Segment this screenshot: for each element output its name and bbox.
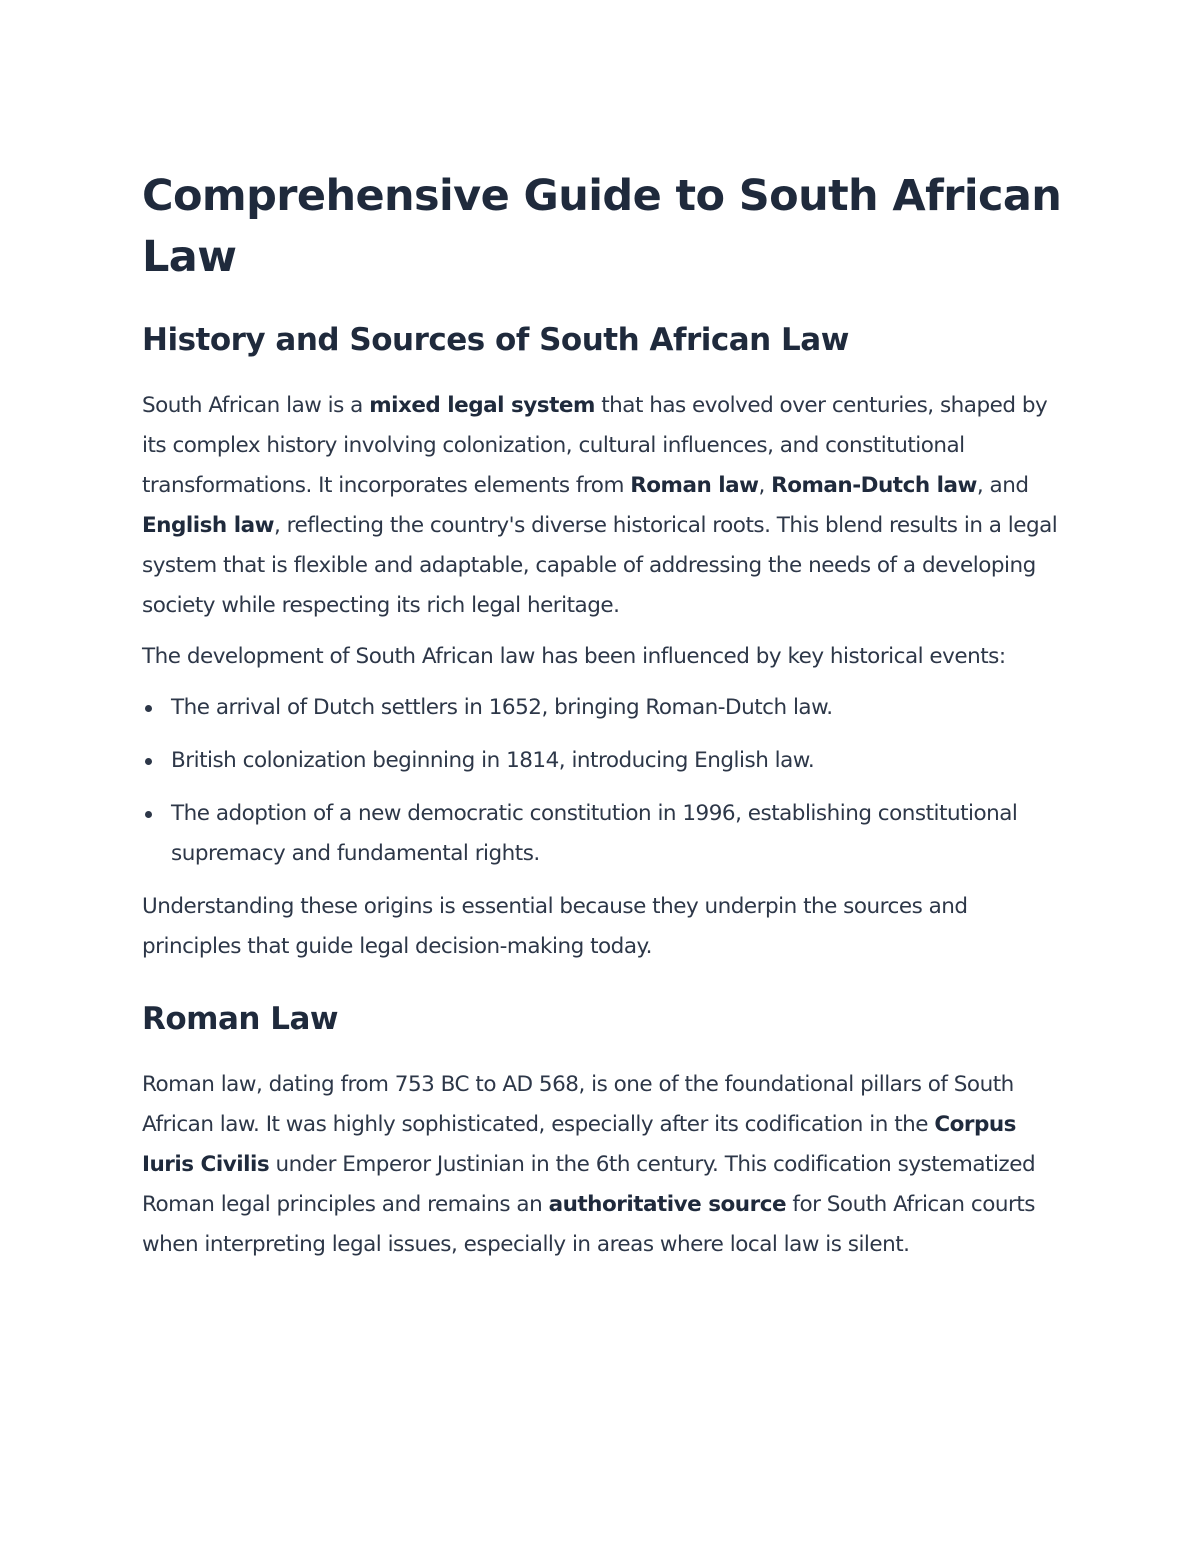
text-run: for South African courts when interpreting legal issues, especially in areas where local law is silent. xyxy=(142,1192,1035,1257)
text-run: that has evolved over centuries, shaped by its complex history involving colonization, cultural influences, and constitutional transformations. It incorporates elements from xyxy=(142,393,1048,498)
document-page xyxy=(142,166,1072,1276)
list-item xyxy=(142,794,1072,874)
text-run: South African law is a xyxy=(142,393,370,418)
text-run: , reflecting the country's diverse historical roots. This blend results in a legal system that is flexible and adaptable, capable of addressing the needs of a developing society while respecting its rich legal heritage. xyxy=(142,513,1058,618)
historical-events-list xyxy=(142,688,1072,874)
bold-term: mixed legal system xyxy=(369,393,595,418)
history-paragraph-1 xyxy=(142,386,1072,626)
text-run: , xyxy=(758,473,772,498)
list-item xyxy=(142,688,1072,728)
bold-term: Roman law xyxy=(630,473,759,498)
list-item xyxy=(142,741,1072,781)
text-run: , and xyxy=(976,473,1029,498)
roman-law-paragraph xyxy=(142,1065,1072,1265)
text-run: Roman law, dating from 753 BC to AD 568, is one of the foundational pillars of South African law. It was highly sophisticated, especially after its codification in the xyxy=(142,1072,1014,1137)
bold-term: English law xyxy=(142,513,274,538)
bullet-icon xyxy=(145,705,152,712)
history-paragraph-2: The development of South African law has been influenced by key historical events: xyxy=(142,644,1006,669)
section-heading-history: History and Sources of South African Law xyxy=(142,322,849,358)
text-run: under Emperor Justinian in the 6th century. This codification systematized Roman legal principles and remains an xyxy=(142,1152,1036,1217)
section-heading-roman-law: Roman Law xyxy=(142,1001,339,1037)
bold-term: Roman-Dutch law xyxy=(771,473,977,498)
bullet-icon xyxy=(145,758,152,765)
list-item-text: British colonization beginning in 1814, introducing English law. xyxy=(171,748,815,773)
bullet-icon xyxy=(145,811,152,818)
history-paragraph-3: Understanding these origins is essential because they underpin the sources and principles that guide legal decision-making today. xyxy=(142,894,968,959)
page-title: Comprehensive Guide to South African Law xyxy=(142,171,1062,282)
list-item-text: The adoption of a new democratic constitution in 1996, establishing constitutional supremacy and fundamental rights. xyxy=(171,801,1018,866)
bold-term: Corpus Iuris Civilis xyxy=(142,1112,1016,1177)
list-item-text: The arrival of Dutch settlers in 1652, bringing Roman-Dutch law. xyxy=(171,695,833,720)
bold-term: authoritative source xyxy=(548,1192,787,1217)
